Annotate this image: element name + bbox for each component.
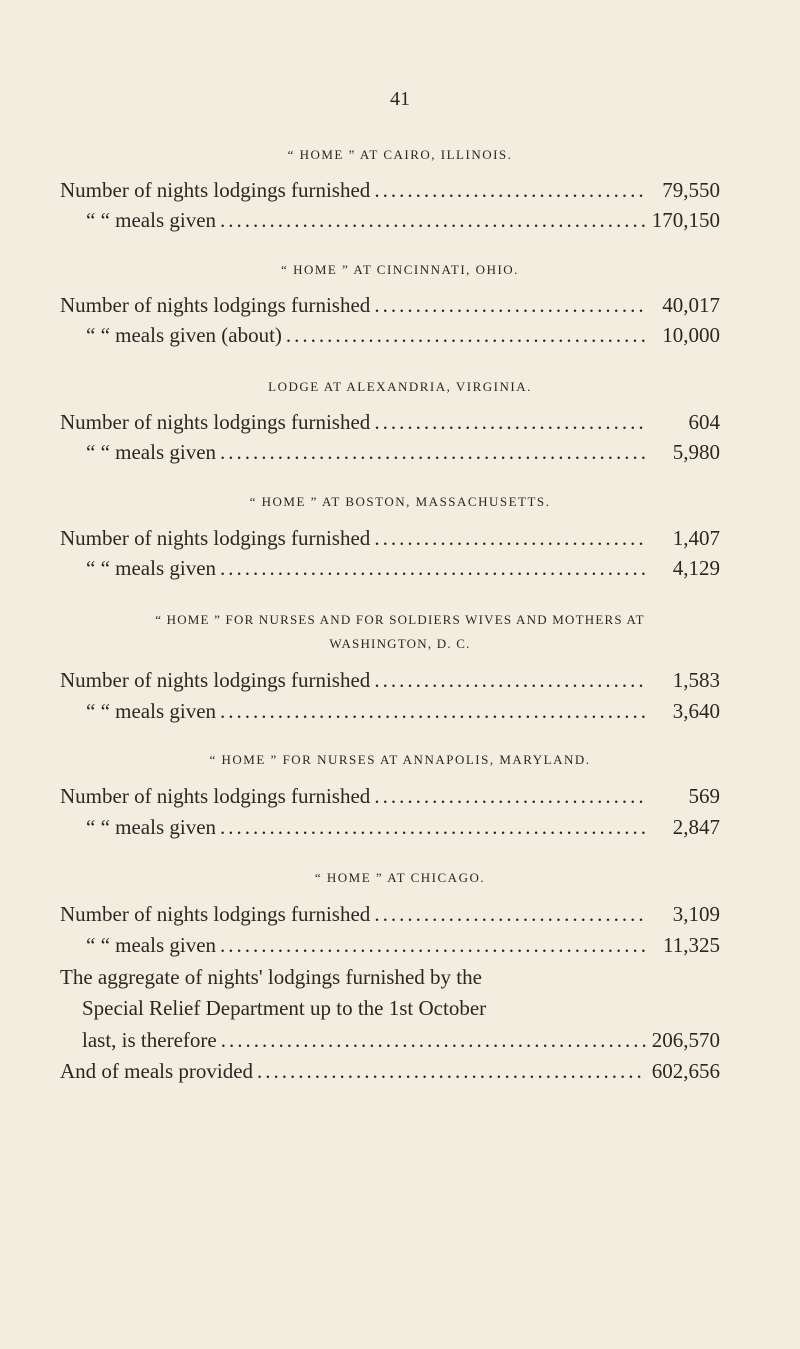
page-number: 41 xyxy=(390,88,410,110)
row-label: last, is therefore xyxy=(82,1028,217,1052)
row-washington-lodgings xyxy=(60,668,720,696)
row-label: Number of nights lodgings furnished xyxy=(60,293,371,317)
dot-leader xyxy=(220,440,646,465)
row-washington-meals xyxy=(86,699,720,727)
row-label: “ “ meals given xyxy=(86,208,217,232)
row-label: “ “ meals given xyxy=(86,440,217,464)
row-annapolis-lodgings xyxy=(60,784,720,812)
row-cincinnati-lodgings xyxy=(60,293,720,321)
row-label: “ “ meals given xyxy=(86,556,217,580)
dot-leader xyxy=(374,902,646,927)
row-chicago-meals xyxy=(86,933,720,961)
row-value: 1,583 xyxy=(672,668,720,692)
row-value: 2,847 xyxy=(672,815,720,839)
section-heading-alexandria: LODGE AT ALEXANDRIA, VIRGINIA. xyxy=(268,379,532,394)
dot-leader xyxy=(374,784,646,809)
row-label: Number of nights lodgings furnished xyxy=(60,902,371,926)
row-label: And of meals provided xyxy=(60,1059,254,1083)
row-value: 3,109 xyxy=(672,902,720,926)
row-cincinnati-meals xyxy=(86,323,720,351)
row-chicago-lodgings xyxy=(60,902,720,930)
row-value: 206,570 xyxy=(651,1028,720,1052)
row-value: 5,980 xyxy=(672,440,720,464)
section-heading-chicago: “ HOME ” AT CHICAGO. xyxy=(314,870,486,885)
dot-leader xyxy=(374,526,646,551)
summary-paragraph xyxy=(60,962,720,1024)
dot-leader xyxy=(220,208,646,233)
section-heading-washington xyxy=(40,608,760,656)
row-label: “ “ meals given xyxy=(86,933,217,957)
row-value: 602,656 xyxy=(651,1059,720,1083)
dot-leader xyxy=(374,293,646,318)
dot-leader xyxy=(220,815,646,840)
row-value: 604 xyxy=(688,410,720,434)
dot-leader xyxy=(374,410,646,435)
dot-leader xyxy=(286,323,646,348)
row-label: Number of nights lodgings furnished xyxy=(60,526,371,550)
dot-leader xyxy=(220,556,646,581)
row-cairo-meals xyxy=(86,208,720,236)
dot-leader xyxy=(220,699,646,724)
row-label: Number of nights lodgings furnished xyxy=(60,410,371,434)
row-alexandria-lodgings xyxy=(60,410,720,438)
row-annapolis-meals xyxy=(86,815,720,843)
dot-leader xyxy=(374,178,646,203)
row-value: 170,150 xyxy=(651,208,720,232)
row-value: 40,017 xyxy=(662,293,720,317)
row-label: “ “ meals given (about) xyxy=(86,323,282,347)
row-value: 11,325 xyxy=(663,933,720,957)
heading-line: “ HOME ” FOR NURSES AND FOR SOLDIERS WIVES AND MOTHERS AT xyxy=(155,612,645,627)
row-value: 4,129 xyxy=(672,556,720,580)
dot-leader xyxy=(221,1028,646,1053)
row-boston-lodgings xyxy=(60,526,720,554)
summary-line: Special Relief Department up to the 1st October xyxy=(82,996,487,1020)
row-total-lodgings xyxy=(82,1028,720,1056)
row-label: “ “ meals given xyxy=(86,815,217,839)
row-value: 3,640 xyxy=(672,699,720,723)
row-value: 569 xyxy=(688,784,720,808)
row-label: “ “ meals given xyxy=(86,699,217,723)
dot-leader xyxy=(374,668,646,693)
row-label: Number of nights lodgings furnished xyxy=(60,668,371,692)
section-heading-cincinnati: “ HOME ” AT CINCINNATI, OHIO. xyxy=(281,262,519,277)
row-total-meals xyxy=(60,1059,720,1087)
row-value: 1,407 xyxy=(672,526,720,550)
dot-leader xyxy=(220,933,646,958)
row-cairo-lodgings xyxy=(60,178,720,206)
dot-leader xyxy=(257,1059,646,1084)
section-heading-annapolis: “ HOME ” FOR NURSES AT ANNAPOLIS, MARYLAND. xyxy=(209,752,591,767)
row-label: Number of nights lodgings furnished xyxy=(60,784,371,808)
row-value: 10,000 xyxy=(662,323,720,347)
row-alexandria-meals xyxy=(86,440,720,468)
row-value: 79,550 xyxy=(662,178,720,202)
section-heading-cairo: “ HOME ” AT CAIRO, ILLINOIS. xyxy=(287,147,513,162)
row-boston-meals xyxy=(86,556,720,584)
heading-line: WASHINGTON, D. C. xyxy=(329,636,471,651)
row-label: Number of nights lodgings furnished xyxy=(60,178,371,202)
summary-line: The aggregate of nights' lodgings furnished by the xyxy=(60,965,482,989)
section-heading-boston: “ HOME ” AT BOSTON, MASSACHUSETTS. xyxy=(249,494,551,509)
